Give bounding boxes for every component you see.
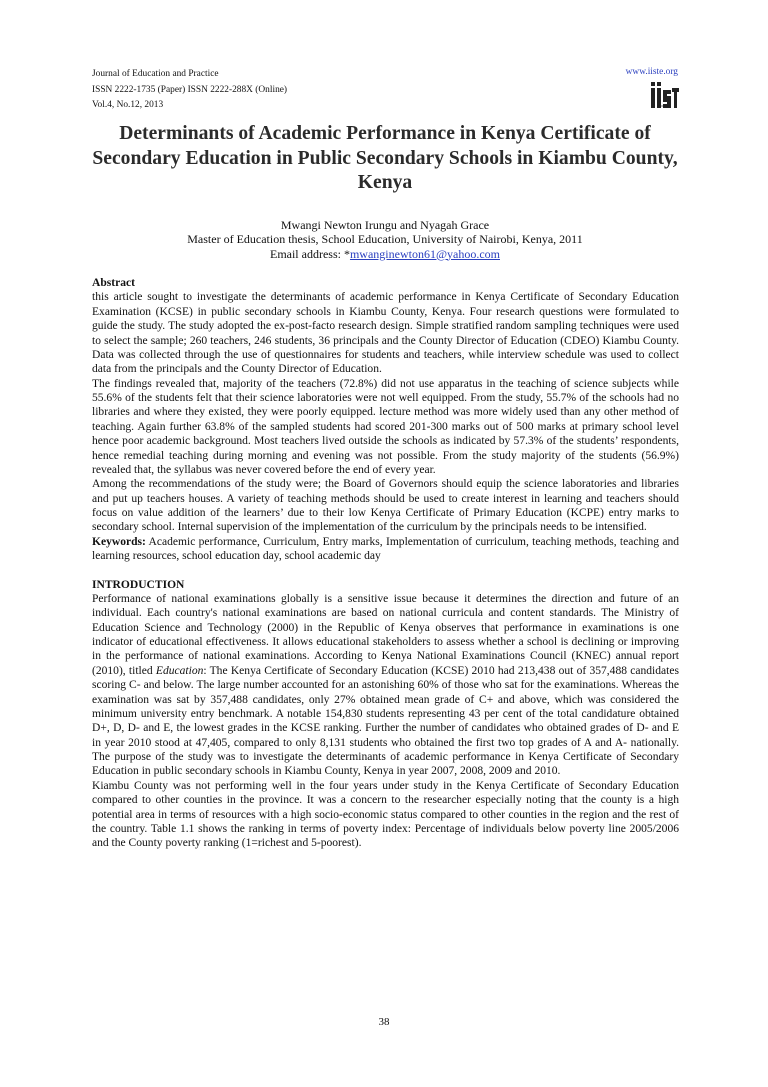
iiste-logo-icon: [651, 82, 679, 108]
intro-p1-italic: Education: [155, 664, 204, 677]
introduction-paragraph-2: Kiambu County was not performing well in the four years under study in the Kenya Certificate of Secondary Education compared to other counties in the province. It was a concern to the researcher especially noting that the county is a high potential area in terms of resources with a high socio-economic status compared to other counties in the region and the rest of the country. Table 1.1 shows the ranking in terms of poverty index: Percentage of individuals below poverty line 2005/2006 and the County poverty ranking (1=richest and 5-poorest).: [92, 779, 679, 850]
abstract-heading: Abstract: [92, 277, 135, 289]
section-spacer: [92, 564, 679, 578]
journal-name: Journal of Education and Practice: [92, 69, 219, 79]
journal-issn: ISSN 2222-1735 (Paper) ISSN 2222-288X (Online): [92, 84, 288, 95]
keywords-line: [92, 535, 679, 564]
paper-title: Determinants of Academic Performance in Kenya Certificate of Secondary Education in Public Secondary Schools in Kiambu County, Kenya: [92, 123, 678, 193]
abstract-paragraph-3: Among the recommendations of the study were; the Board of Governors should equip the science laboratories and libraries and put up teachers houses. A variety of teaching methods should be used to create interest in learning and teachers should focus on value addition of the learners’ due to their low Kenya Certificate of Primary Education (KCPE) entry marks to secondary school. Internal supervision of the implementation of the curriculum by the principals needs to be intensified.: [92, 478, 679, 534]
paper-affiliation: Master of Education thesis, School Education, University of Nairobi, Kenya, 2011: [187, 232, 583, 247]
intro-p1-part-2: : The Kenya Certificate of Secondary Education (KCSE) 2010 had 213,438 out of 357,488 candidates scoring C- and below. The large number accounted for an astonishing 60% of those who sat for the examinations. Whereas the examination was sat by 357,488 candidates, only 27% obtained mean grade of C+ and above, which was considered the minimum university entry benchmark. A notable 154,830 students representing 43 per cent of the total candidature obtained D+, D, D- and E, the lowest grades in the KCSE ranking. Further the number of candidates who obtained grades of D- and E in year 2010 stood at 47,405, compared to only 8,131 students who obtained the first two top grades of A and A- nationally. The purpose of the study was to investigate the determinants of academic performance in Kenya Certificate of Secondary Education in public secondary schools in Kiambu County, Kenya in year 2007, 2008, 2009 and 2010.: [92, 664, 679, 778]
email-link[interactable]: mwanginewton61@yahoo.com: [349, 246, 500, 261]
journal-header: [92, 67, 287, 114]
abstract-paragraph-2: The findings revealed that, majority of the teachers (72.8%) did not use apparatus in the teaching of science subjects while 55.6% of the students felt that their science laboratories were not well equipped. From the study, 55.7% of the schools had no libraries and where they existed, they were poorly equipped. lecture method was more widely used than any other method of teaching. Again further 63.8% of the sampled students had scored 201-300 marks out of 500 marks at primary school level hence poor academic background. Most teachers lived outside the schools as indicated by 57.3% of the students’ respondents, hence remedial teaching during morning and evening was not possible. From the study majority of the students (56.9%) revealed that, the syllabus was never covered before the end of every year.: [92, 377, 679, 476]
paper-email-line: [92, 247, 678, 261]
abstract-paragraph-1: this article sought to investigate the determinants of academic performance in Kenya Certificate of Secondary Education Examination (KCSE) in public secondary schools in Kiambu County, Kenya. Four research questions were formulated to guide the study. The study adopted the ex-post-facto research design. Simple stratified random sampling techniques were used to select the sample; 260 teachers, 246 students, 36 principals and the County Director of Education (CDEO) Kiambu County. Data was collected through the use of questionnaires for students and teachers, while interview schedule was used to collect data from the principals and the County Director of Education.: [92, 291, 679, 376]
paper-body: [92, 276, 679, 851]
introduction-paragraph-1: [92, 592, 679, 779]
introduction-heading: INTRODUCTION: [92, 578, 185, 591]
keywords-text: Academic performance, Curriculum, Entry marks, Implementation of curriculum, teaching methods, teaching and learning resources, school education day, school academic day: [92, 535, 679, 563]
intro-p1-part-1: Performance of national examinations globally is a sensitive issue because it determines the direction and future of an individual. Each country's national examinations are based on national curricula and content standards. The Ministry of Education Science and Technology (2000) in the Republic of Kenya observes that performance in examinations is one indicator of educational effectiveness. It allows educational stakeholders to assess whether a school is declining or improving in the performance of national examinations. According to Kenya National Examinations Council (KNEC) annual report (2010), titled: [92, 592, 679, 677]
keywords-label: Keywords:: [92, 535, 146, 548]
paper-authors: Mwangi Newton Irungu and Nyagah Grace: [280, 218, 490, 232]
email-label: Email address: *: [269, 246, 350, 261]
page-number: 38: [378, 1016, 390, 1028]
author-block: [92, 218, 678, 261]
journal-website-link[interactable]: www.iiste.org: [625, 67, 678, 77]
logo-text: IISTE: [661, 104, 669, 108]
journal-volume: Vol.4, No.12, 2013: [92, 100, 164, 110]
